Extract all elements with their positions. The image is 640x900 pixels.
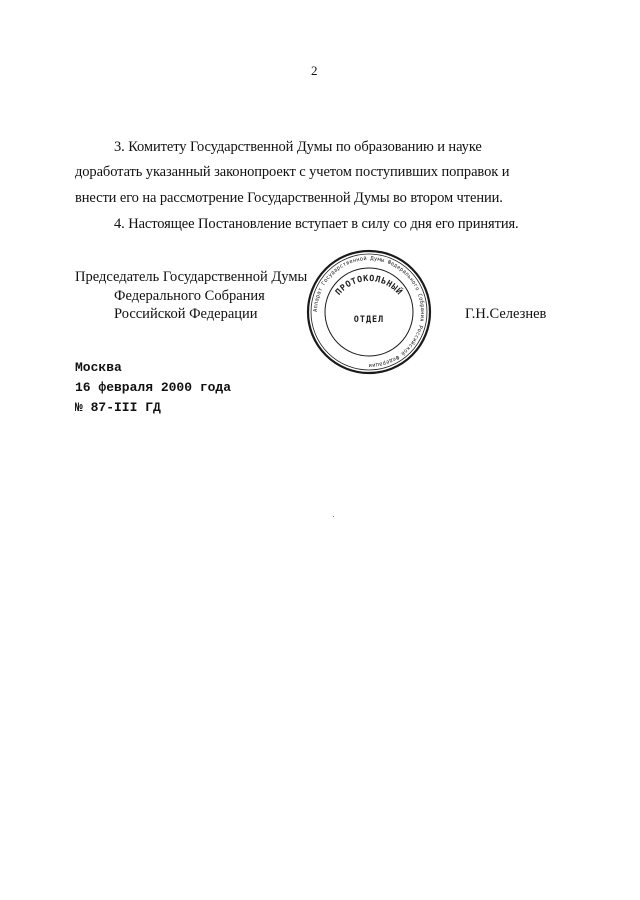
svg-text:Аппарат Государственной Думы Ф	[313, 256, 425, 368]
paragraph-4-line-1: 4. Настоящее Постановление вступает в силу со дня его принятия.	[114, 216, 519, 232]
seal-center-text: ОТДЕЛ	[353, 315, 385, 325]
seal-inner-arc-text: ПРОТОКОЛЬНЫЙ	[333, 273, 405, 298]
scan-speck	[333, 516, 334, 517]
paragraph-3-line-2: доработать указанный законопроект с учетом поступивших поправок и	[75, 164, 510, 180]
seal-ring-text: Аппарат Государственной Думы Федерального Собрания Российской Федерации	[312, 255, 426, 369]
paragraph-3-line-3: внести его на рассмотрение Государственной Думы во втором чтении.	[75, 190, 503, 206]
signatory-name: Г.Н.Селезнев	[465, 306, 547, 322]
date-of-signing: 16 февраля 2000 года	[75, 380, 232, 395]
paragraph-3-line-1: 3. Комитету Государственной Думы по образованию и науке	[114, 139, 482, 155]
signature-title-line-1: Председатель Государственной Думы	[75, 269, 308, 285]
svg-text:ПРОТОКОЛЬНЫЙ	[334, 274, 406, 298]
signature-title-line-2: Федерального Собрания	[114, 288, 265, 304]
page-number: 2	[311, 63, 318, 78]
place-of-signing: Москва	[75, 360, 122, 375]
document-number: № 87-III ГД	[75, 400, 161, 415]
official-seal-stamp	[306, 249, 432, 375]
signature-title-line-3: Российской Федерации	[114, 306, 258, 322]
